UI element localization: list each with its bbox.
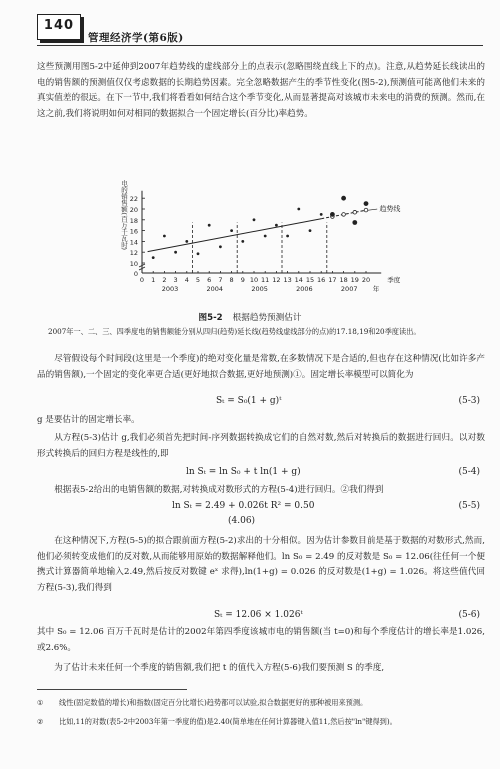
data-point — [174, 251, 177, 254]
paragraph-7: 为了估计未来任何一个季度的销售额,我们把 t 的值代入方程(5-6)我们要预测 S 的季度, — [54, 663, 385, 673]
x-tick-label: 4 — [184, 276, 189, 284]
data-point — [197, 252, 200, 255]
year-label: 2004 — [206, 285, 224, 293]
x-tick-label: 16 — [317, 276, 326, 284]
data-point — [219, 245, 222, 248]
actual-2007-point — [352, 220, 357, 225]
paragraph-6: 其中 S₀ = 12.06 百万千瓦时是估计的2002年第四季度该城市电的销售额(当 t=0)和每个季度估计的增长率是1.026,或2.6%。 — [37, 627, 485, 653]
figure-title: 根据趋势预测估计 — [232, 313, 302, 323]
equation-number-5-3: (5-3) — [458, 396, 480, 406]
footnote-2 — [37, 716, 485, 727]
paragraph-4: 根据表5-2给出的电销售额的数据,对转换成对数形式的方程(5-4)进行回归。②我们得到 — [54, 485, 384, 495]
equation-number-5-5: (5-5) — [458, 501, 480, 511]
x-tick-label: 18 — [339, 276, 348, 284]
forecast-point — [342, 213, 346, 217]
x-tick-label: 14 — [294, 276, 303, 284]
header-rule — [37, 45, 483, 46]
y-tick-label: 22 — [129, 195, 138, 204]
page-number: 140 — [43, 18, 75, 33]
page-number-box — [37, 14, 81, 40]
year-label: 2005 — [251, 285, 268, 293]
x-tick-label: 17 — [328, 276, 337, 284]
x-tick-label: 7 — [218, 276, 223, 284]
footnote-2-mark: ② — [37, 717, 44, 726]
data-point — [253, 218, 256, 221]
equation-5-5-t-stat: (4.06) — [228, 516, 256, 526]
footnote-2-text: 比如,11的对数(表5-2中2003年第一季度的值)是2.40(简单地在任何计算器键入值11,然后按"ln"键得到)。 — [59, 717, 397, 726]
y-tick-label: 14 — [129, 238, 138, 247]
actual-2007-point — [364, 201, 369, 206]
x-tick-label: 12 — [272, 276, 281, 284]
y-tick-label: 16 — [129, 227, 138, 236]
paragraph-5: 在这种情况下,方程(5-5)的拟合跟前面方程(5-2)求出的十分相似。因为估计参数目前是基于数据的对数形式,然而,他们必须转变成他们的反对数,从而能够用原始的数据解释他们。ln S₀ = 2.49 的反对数是 S₀ = 12.06(往任何一个便携式计算器简单地输入2.49,然后按反对数键 eˣ 求得),ln(1+g) = 0.026 的反对数是(1+g) = 1.026。将这些值代回方程(5-3),我们得到 — [37, 536, 485, 593]
y-axis-label: 电的销售额(百万千瓦时) — [120, 180, 128, 251]
figure-caption — [0, 311, 500, 323]
x-tick-label: 11 — [261, 276, 270, 284]
x-tick-label: 10 — [249, 276, 259, 284]
equation-5-6: Sₜ = 12.06 × 1.026ᵗ — [214, 610, 303, 620]
x-tick-label: 19 — [350, 276, 359, 284]
data-point — [241, 240, 244, 243]
data-point — [320, 213, 323, 216]
x-tick-label: 1 — [151, 276, 156, 284]
data-point — [185, 240, 188, 243]
data-point — [208, 224, 211, 227]
data-point — [152, 256, 155, 259]
year-label: 2006 — [296, 285, 313, 293]
footnote-rule — [37, 689, 187, 690]
equation-5-5: ln Sₜ = 2.49 + 0.026t R² = 0.50 — [172, 501, 315, 511]
forecast-point — [353, 210, 357, 214]
year-label: 2007 — [340, 285, 358, 293]
actual-2007-point — [341, 196, 346, 201]
x-tick-label: 6 — [207, 276, 212, 284]
x-tick-label: 5 — [195, 276, 201, 284]
year-axis-label: 年 — [372, 285, 380, 293]
paragraph-3: 从方程(5-3)估计 g,我们必须首先把时间-序列数据转换成它们的自然对数,然后对转换后的数据进行回归。以对数形式转换后的回归方程是线性的,即 — [37, 433, 485, 459]
x-tick-label: 9 — [240, 276, 245, 284]
x-tick-label: 3 — [173, 276, 178, 284]
y-tick-label: 10 — [129, 260, 138, 268]
running-title: 管理经济学(第6版) — [88, 32, 184, 44]
data-point — [286, 235, 289, 238]
footnote-1 — [37, 697, 485, 708]
x-tick-label: 15 — [305, 276, 315, 284]
data-point — [309, 229, 312, 232]
x-tick-label: 2 — [162, 276, 167, 284]
trend-line — [148, 219, 322, 252]
footnote-1-text: 线性(固定数值的增长)和指数(固定百分比增长)趋势都可以试验,拟合数据更好的那种被用来预测。 — [59, 698, 368, 707]
figure-note: 2007年一、二、三、四季度电的销售额能分别从四归(趋势)延长线(趋势线虚线部分的点)的17.18,19和20季度读出。 — [48, 327, 421, 336]
actual-2007-point — [330, 212, 335, 217]
x-axis-label: 季度 — [387, 276, 401, 284]
equation-number-5-6: (5-6) — [458, 610, 480, 620]
intro-paragraph: 这些预测用图5-2中延伸到2007年趋势线的虚线部分上的点表示(忽略围绕直线上下的点)。注意,从趋势延长线读出的电的销售额的预测值仅仅考虑数据的长期趋势因素。完全忽略数据产生的季节性变化(图5-2),预测值可能离他们未来的真实值差的很远。在下一节中,我们将看看如何结合这个季节变化,从而显著提高对该城市未来电的消费的预测。然而,在这之前,我们将说明如何对相同的数据拟合一个固定增长(百分比)率趋势。 — [37, 62, 485, 119]
data-point — [297, 208, 300, 211]
footnote-1-mark: ① — [37, 698, 44, 707]
equation-5-4: ln Sₜ = ln S₀ + t ln(1 + g) — [186, 467, 301, 477]
y-tick-label: 18 — [129, 216, 138, 225]
paragraph-2: g 是要估计的固定增长率。 — [37, 415, 140, 425]
equation-5-3: Sₜ = S₀(1 + g)ᵗ — [216, 396, 282, 406]
paragraph-1: 尽管假设每个时间段(这里是一个季度)的绝对变化量是常数,在多数情况下是合适的,但也存在这种情况(比如许多产品的销售额),一个固定的变化率更合适(更好地拟合数据,更好地预测)①。固定增长率模型可以简化为 — [37, 354, 485, 380]
page-header — [0, 0, 500, 52]
x-tick-label: 0 — [139, 276, 145, 284]
data-point — [264, 235, 267, 238]
trend-label: 趋势线 — [379, 205, 401, 214]
year-label: 2003 — [161, 285, 179, 293]
y-tick-label: 12 — [129, 249, 138, 258]
data-point — [275, 224, 278, 227]
trend-forecast-chart — [0, 150, 500, 300]
y-tick-label: 0 — [133, 270, 138, 278]
x-tick-label: 13 — [283, 276, 292, 284]
x-tick-label: 8 — [229, 276, 234, 284]
x-tick-label: 20 — [361, 276, 371, 284]
data-point — [230, 229, 233, 232]
equation-number-5-4: (5-4) — [458, 467, 480, 477]
forecast-point — [364, 208, 368, 212]
figure-label: 图5-2 — [198, 313, 223, 323]
data-point — [163, 235, 166, 238]
y-tick-label: 20 — [129, 206, 138, 214]
